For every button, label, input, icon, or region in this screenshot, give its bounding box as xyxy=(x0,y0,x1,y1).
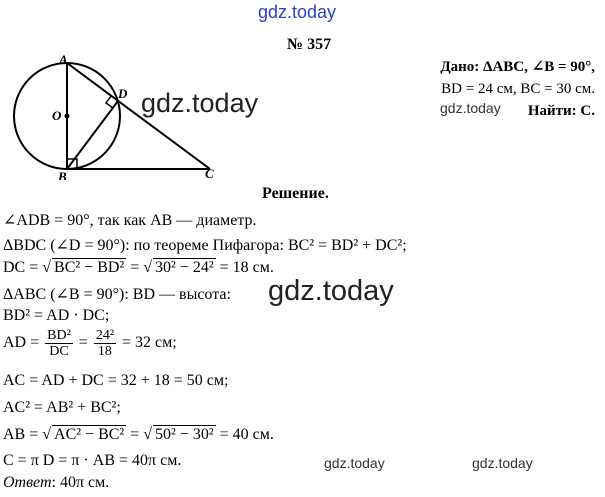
watermark: gdz.today xyxy=(324,455,385,471)
problem-number: № 357 xyxy=(287,36,332,53)
ab-radicand-2: 50² − 30² xyxy=(155,426,214,443)
solution-line-3 xyxy=(3,259,274,277)
dc-result: = 18 см. xyxy=(215,259,274,276)
center-o xyxy=(65,114,70,119)
dc-equals: = xyxy=(126,259,144,276)
fraction-24sq-18 xyxy=(94,328,116,359)
answer-label: Ответ xyxy=(3,474,52,491)
dc-prefix: DC = xyxy=(3,259,43,276)
ab-prefix: AB = xyxy=(3,426,43,443)
label-b: B xyxy=(58,169,67,180)
answer-value: : 40π см. xyxy=(51,474,110,491)
ad-result: = 32 см; xyxy=(118,334,177,352)
sqrt-sign: √ xyxy=(42,426,52,443)
given-line-2: BD = 24 см, BC = 30 см. xyxy=(441,81,595,97)
ab-result: = 40 см. xyxy=(215,426,274,443)
given-block xyxy=(440,56,595,122)
label-o: O xyxy=(52,108,62,123)
fraction-numerator: 24² xyxy=(95,328,115,343)
solution-line-7: AC = AD + DC = 32 + 18 = 50 см; xyxy=(3,372,229,389)
right-angle-d xyxy=(106,96,113,108)
solution-line-5: BD² = AD · DC; xyxy=(3,307,110,324)
ad-equals: = xyxy=(74,334,92,352)
answer-line xyxy=(3,474,109,492)
ab-equals: = xyxy=(126,426,144,443)
dc-radicand-2: 30² − 24² xyxy=(155,259,214,276)
watermark: gdz.today xyxy=(440,100,501,116)
solution-line-6 xyxy=(3,328,177,359)
fraction-denominator: 18 xyxy=(97,344,112,359)
watermark: gdz.today xyxy=(268,275,394,307)
label-a: A xyxy=(59,55,68,67)
sqrt-sign: √ xyxy=(143,426,153,443)
solution-line-4: ΔABC (∠B = 90°): BD — высота: xyxy=(3,286,231,303)
ad-prefix: AD = xyxy=(3,334,44,352)
given-line-1: Дано: ΔABC, ∠B = 90°, xyxy=(440,59,595,75)
watermark: gdz.today xyxy=(141,88,259,118)
solution-line-2: ΔBDC (∠D = 90°): по теореме Пифагора: BC² = BD² + DC²; xyxy=(3,237,407,254)
fraction-bd2-dc xyxy=(45,328,73,359)
watermark: gdz.today xyxy=(472,455,533,471)
solution-line-9 xyxy=(3,426,274,444)
fraction-denominator: DC xyxy=(49,344,69,359)
solution-title: Решение. xyxy=(262,185,329,202)
fraction-numerator: BD² xyxy=(47,328,71,343)
solution-line-1: ∠ADB = 90°, так как AB — диаметр. xyxy=(3,212,257,229)
ab-radicand-1: AC² − BC² xyxy=(54,426,125,443)
solution-line-8: AC² = AB² + BC²; xyxy=(3,399,121,416)
sqrt-sign: √ xyxy=(42,259,52,276)
segment-ac xyxy=(67,63,210,169)
label-d: D xyxy=(118,86,128,101)
geometry-figure xyxy=(0,55,240,180)
sqrt-sign: √ xyxy=(143,259,153,276)
watermark: gdz.today xyxy=(258,2,337,22)
solution-line-10: C = π D = π · AB = 40π см. xyxy=(3,452,182,469)
dc-radicand-1: BC² − BD² xyxy=(54,259,125,276)
label-c: C xyxy=(205,166,214,180)
given-line-3: Найти: C. xyxy=(527,103,595,119)
